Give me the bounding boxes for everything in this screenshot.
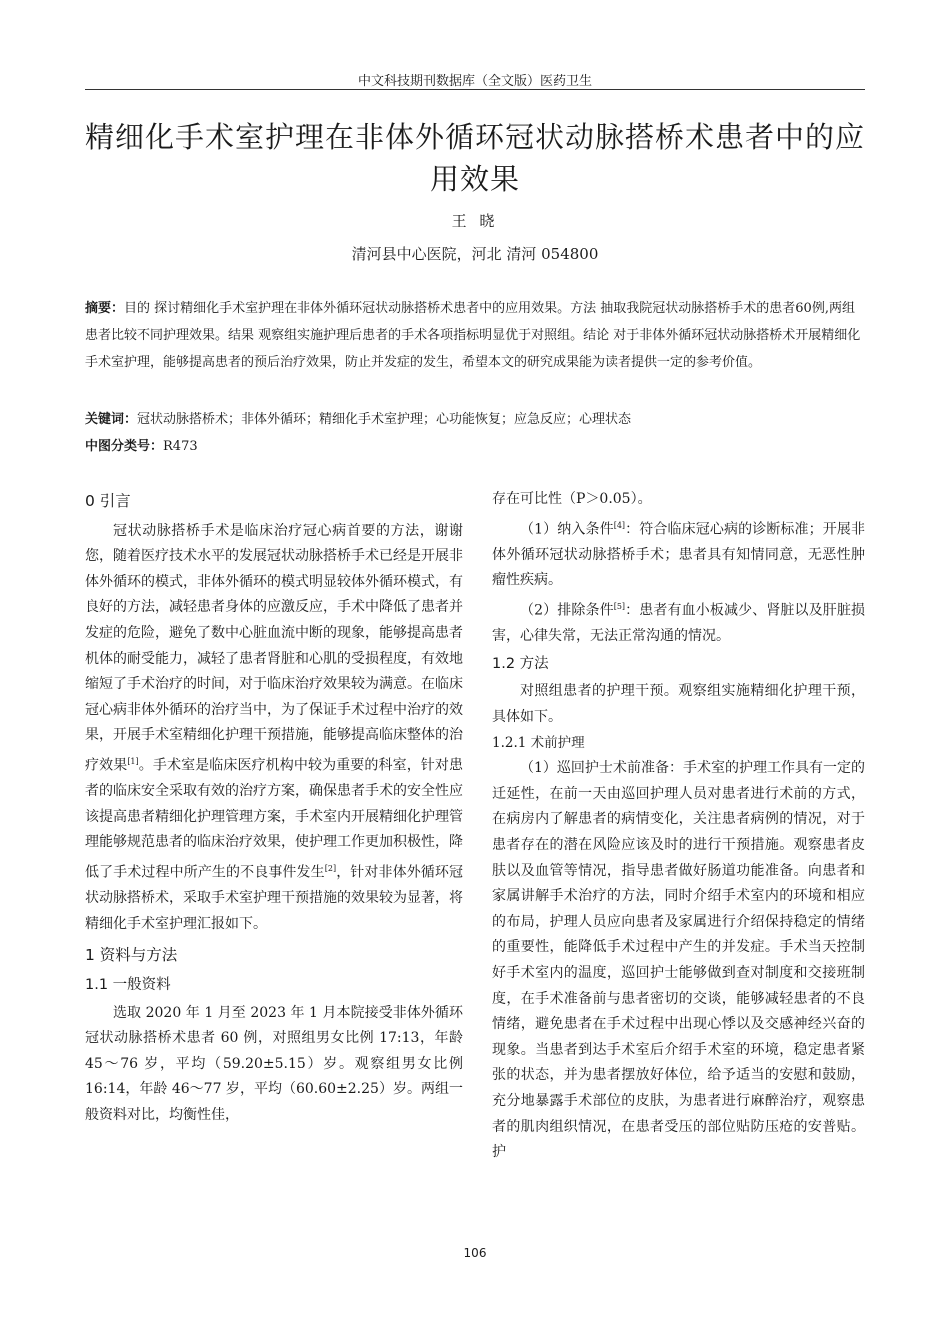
citation-5: [5]	[613, 602, 626, 612]
page-title: 精细化手术室护理在非体外循环冠状动脉搭桥术患者中的应用效果	[85, 120, 866, 196]
paragraph-method: 对照组患者的护理干预。观察组实施精细化护理干预，具体如下。	[492, 683, 865, 726]
heading-general-data: 1.1 一般资料	[85, 977, 171, 993]
paragraph-inclusion	[492, 513, 865, 594]
heading-preop-care: 1.2.1 术前护理	[492, 734, 585, 751]
inclusion-text: ：符合临床冠心病的诊断标准；开展非体外循环冠状动脉搭桥手术；患者具有知情同意，无恶性肿瘤性疾病。	[492, 521, 865, 589]
intro-text-2: 。手术室是临床医疗机构中较为重要的科室，针对患者的临床安全采取有效的治疗方案，确保患者手术的安全性应该提高患者精细化护理管理方案，手术室内开展精细化护理管理能够规范患者的临床治疗效果，使护理工作更加积极性，降低了手术过程中所产生的不良事件发生	[85, 757, 464, 881]
heading-method: 1.2 方法	[492, 655, 549, 672]
citation-1: [1]	[127, 756, 139, 766]
right-column	[492, 487, 865, 1166]
page-number: 106	[463, 1246, 487, 1260]
class-number: R473	[163, 439, 198, 454]
author: 王 晓	[451, 212, 499, 230]
paragraph-exclusion	[492, 594, 865, 650]
abstract-label: 摘要：	[85, 301, 125, 316]
affiliation: 清河县中心医院，河北 清河 054800	[351, 245, 599, 263]
citation-4: [4]	[613, 520, 626, 530]
keywords	[85, 406, 865, 433]
left-column	[85, 485, 463, 1129]
paragraph-continued: 存在可比性（P＞0.05）。	[492, 491, 652, 507]
paragraph-introduction	[85, 519, 463, 938]
journal-header: 中文科技期刊数据库（全文版）医药卫生	[357, 74, 592, 89]
inclusion-label: （1）纳入条件	[520, 521, 614, 538]
paragraph-preop-care: （1）巡回护士术前准备：手术室的护理工作具有一定的迁延性，在前一天由巡回护理人员对患者进行术前的方式，在病房内了解患者的病情变化，关注患者病例的情况，对于患者存在的潜在风险应该及时的进行干预措施。观察患者皮肤以及血管等情况，指导患者做好肠道功能准备。向患者和家属讲解手术治疗的方法，同时介绍手术室内的环境和相应的布局，护理人员应向患者及家属进行介绍保持稳定的情绪的重要性，能降低手术过程中产生的并发症。手术当天控制好手术室内的温度，巡回护士能够做到查对制度和交接班制度，在手术准备前与患者密切的交谈，能够减轻患者的不良情绪，避免患者在手术过程中出现心悸以及交感神经兴奋的现象。当患者到达手术室后介绍手术室的环境，稳定患者紧张的状态，并为患者摆放好体位，给予适当的安慰和鼓励，充分地暴露手术部位的皮肤，为患者进行麻醉治疗，观察患者的肌肉组织情况，在患者受压的部位贴防压疮的安普贴。护	[492, 760, 865, 1161]
heading-methods: 1 资料与方法	[85, 946, 178, 965]
class-label: 中图分类号：	[85, 439, 164, 454]
header-divider	[85, 89, 865, 90]
intro-text-1: 冠状动脉搭桥手术是临床治疗冠心病首要的方法，谢谢您，随着医疗技术水平的发展冠状动脉搭桥手术已经是开展非体外循环的模式，非体外循环的模式明显较体外循环模式，有良好的方法，减轻患者身体的应激反应，手术中降低了患者并发症的危险，避免了数中心脏血流中断的现象，能够提高患者机体的耐受能力，减轻了患者肾脏和心肌的受损程度，有效地缩短了手术治疗的时间，对于临床治疗效果较为满意。在临床冠心病非体外循环的治疗当中，为了保证手术过程中治疗的效果，开展手术室精细化护理干预措施，能够提高临床整体的治疗效果	[85, 522, 463, 774]
abstract-text: 目的 探讨精细化手术室护理在非体外循环冠状动脉搭桥术患者中的应用效果。方法 抽取我院冠状动脉搭桥手术的患者60例,两组患者比较不同护理效果。结果 观察组实施护理后患者的手术各项指标明显优于对照组。结论 对于非体外循环冠状动脉搭桥术开展精细化手术室护理，能够提高患者的预后治疗效果，防止并发症的发生，希望本文的研究成果能为读者提供一定的参考价值。	[85, 301, 861, 370]
heading-introduction: 0 引言	[85, 492, 131, 510]
classification	[85, 433, 865, 460]
abstract	[85, 295, 865, 376]
keywords-text: 冠状动脉搭桥术；非体外循环；精细化手术室护理；心功能恢复；应急反应；心理状态	[137, 412, 632, 427]
keywords-label: 关键词：	[85, 412, 138, 427]
exclusion-label: （2）排除条件	[520, 602, 614, 619]
citation-2: [2]	[324, 863, 337, 873]
intro-text-3: ，针对非体外循环冠状动脉搭桥术，采取手术室护理干预措施的效果较为显著，将精细化手术室护理汇报如下。	[85, 864, 464, 932]
exclusion-text: ：患者有血小板减少、肾脏以及肝脏损害，心律失常，无法正常沟通的情况。	[492, 602, 865, 645]
paragraph-general-data: 选取 2020 年 1 月至 2023 年 1 月本院接受非体外循环冠状动脉搭桥术患者 60 例，对照组男女比例 17:13，年龄 45～76 岁，平均（59.20±5.15）岁。观察组男女比例 16:14，年龄 46～77 岁，平均（60.60±2.25）岁。两组一般资料对比，均衡性佳，	[85, 1004, 463, 1123]
